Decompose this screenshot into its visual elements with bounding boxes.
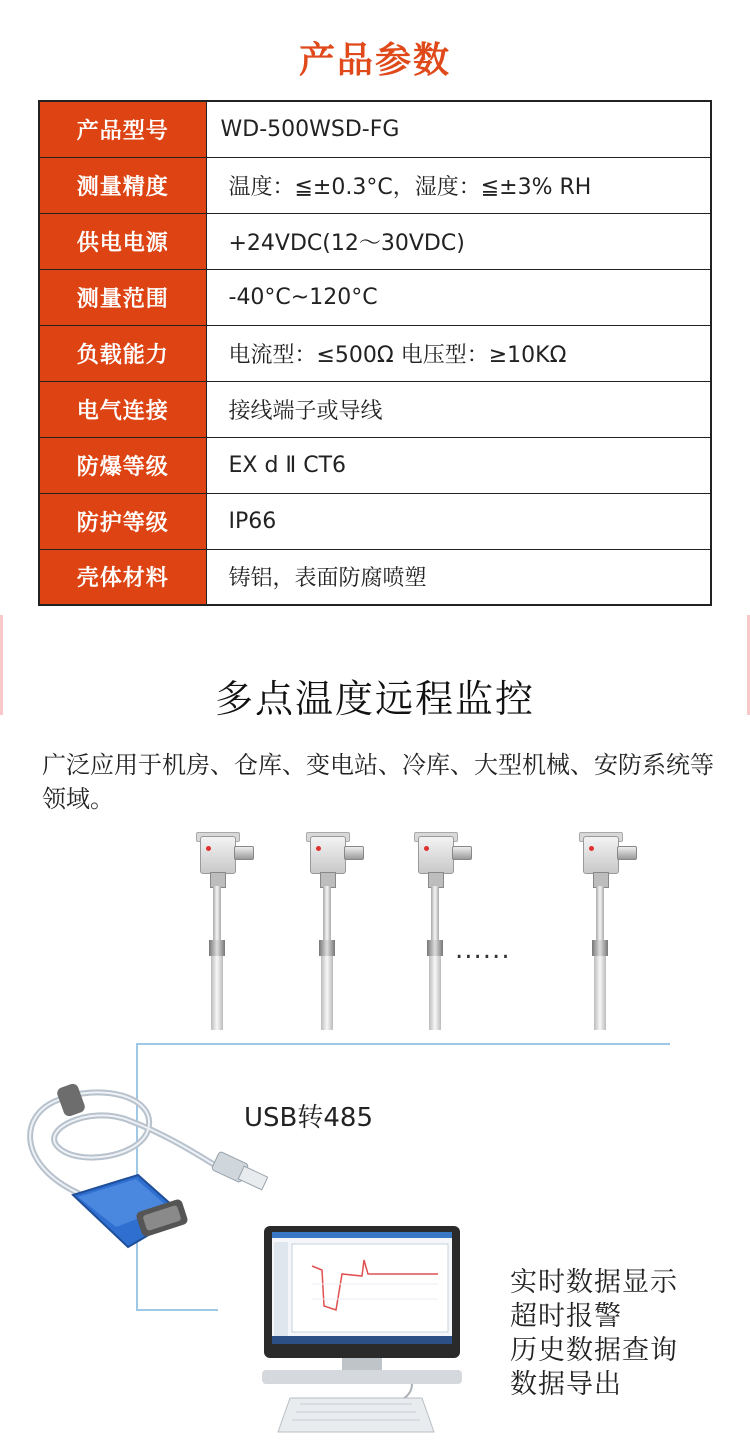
table-row	[39, 101, 711, 157]
temperature-sensor-icon	[408, 832, 478, 1032]
table-row	[39, 269, 711, 325]
param-value: 温度：≦±0.3°C，湿度：≦±3% RH	[206, 157, 711, 213]
feature-item: 实时数据显示	[510, 1267, 678, 1298]
temperature-sensor-icon	[300, 832, 370, 1032]
usb-to-485-label: USB转485	[244, 1103, 373, 1133]
param-value: 接线端子或导线	[206, 381, 711, 437]
param-key: 产品型号	[39, 101, 206, 157]
bus-wire	[136, 1309, 218, 1311]
param-value: IP66	[206, 493, 711, 549]
feature-item: 历史数据查询	[510, 1335, 678, 1366]
table-row	[39, 437, 711, 493]
feature-item: 超时报警	[510, 1301, 622, 1332]
param-value: +24VDC(12～30VDC)	[206, 213, 711, 269]
param-value: WD-500WSD-FG	[206, 101, 711, 157]
param-value: 电流型：≤500Ω 电压型：≥10KΩ	[206, 325, 711, 381]
temperature-sensor-icon	[573, 832, 643, 1032]
param-value: EX d Ⅱ CT6	[206, 437, 711, 493]
table-row	[39, 381, 711, 437]
keyboard-icon	[276, 1396, 436, 1436]
param-key: 防护等级	[39, 493, 206, 549]
param-value: 铸铝，表面防腐喷塑	[206, 549, 711, 605]
more-sensors-ellipsis: ......	[455, 935, 511, 965]
bus-wire	[136, 1043, 670, 1045]
param-value: -40°C~120°C	[206, 269, 711, 325]
table-row	[39, 493, 711, 549]
table-row	[39, 213, 711, 269]
feature-list	[510, 1266, 678, 1402]
param-key: 电气连接	[39, 381, 206, 437]
param-key: 测量精度	[39, 157, 206, 213]
table-row	[39, 325, 711, 381]
application-description: 广泛应用于机房、仓库、变电站、冷库、大型机械、安防系统等领域。	[42, 751, 714, 813]
usb-rs485-adapter-icon	[18, 1075, 268, 1260]
param-key: 防爆等级	[39, 437, 206, 493]
param-key: 供电电源	[39, 213, 206, 269]
param-key: 负载能力	[39, 325, 206, 381]
params-table	[38, 100, 712, 606]
param-key: 壳体材料	[39, 549, 206, 605]
params-title: 产品参数	[298, 40, 451, 81]
remote-monitoring-title: 多点温度远程监控	[214, 677, 535, 721]
feature-item: 数据导出	[510, 1369, 622, 1400]
temperature-sensor-icon	[190, 832, 260, 1032]
param-key: 测量范围	[39, 269, 206, 325]
table-row	[39, 157, 711, 213]
table-row	[39, 549, 711, 605]
